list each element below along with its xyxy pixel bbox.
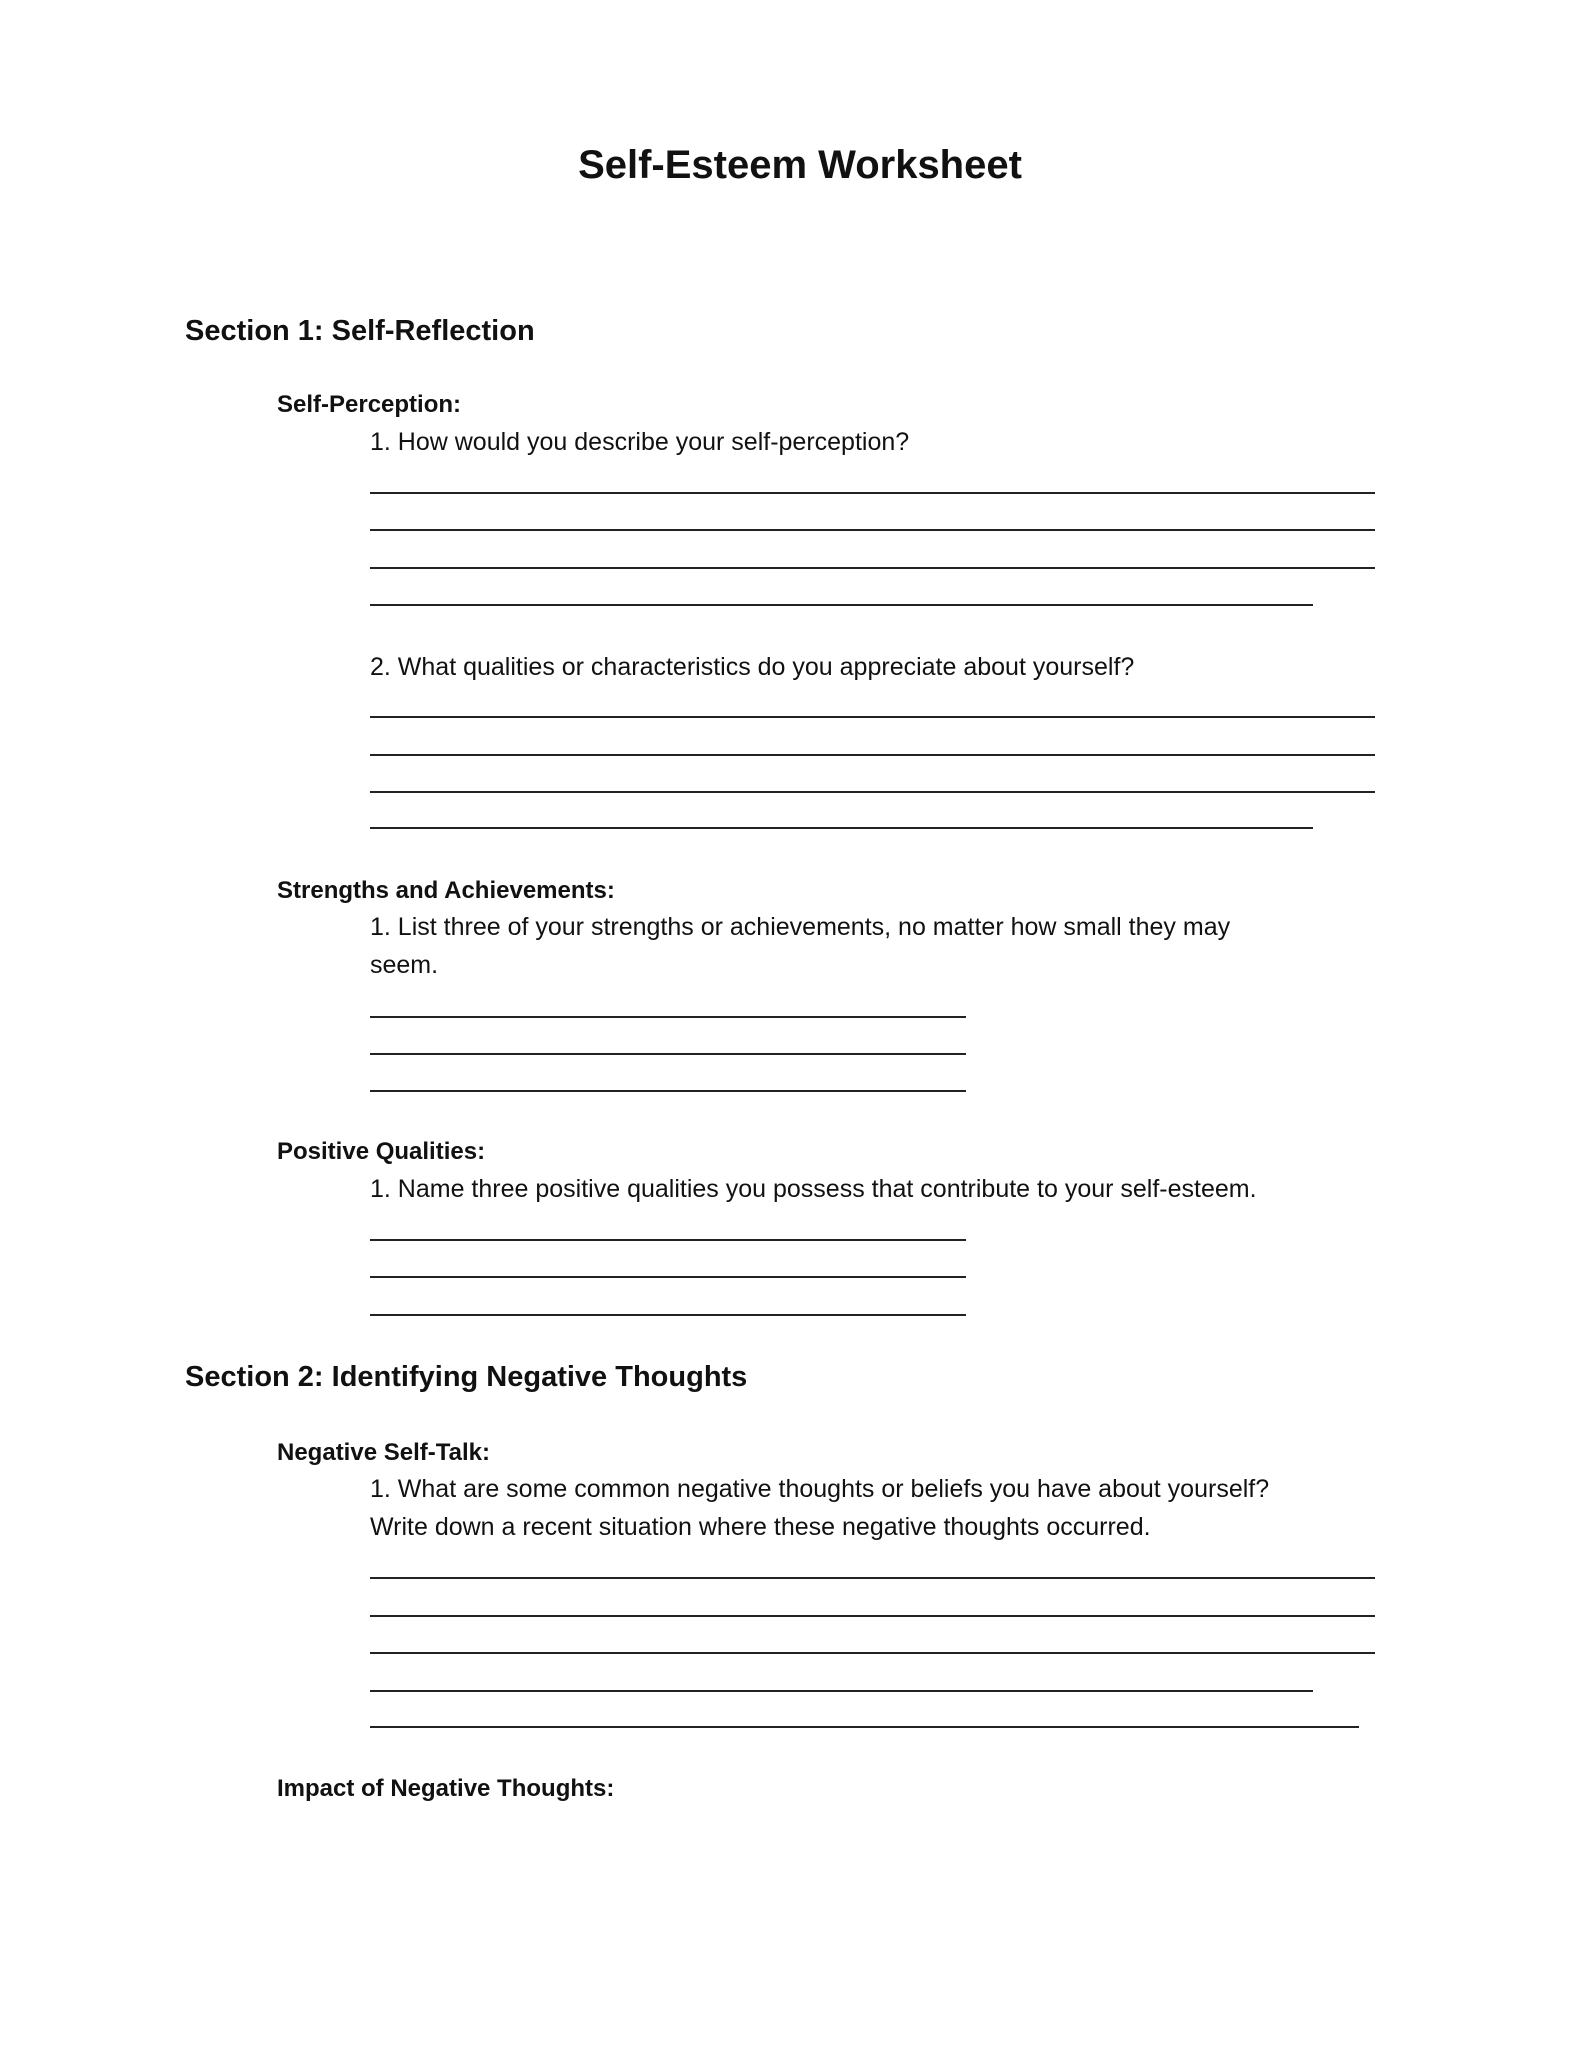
answer-line[interactable] [370, 1577, 1375, 1579]
answer-line[interactable] [370, 567, 1375, 569]
subsection-heading: Negative Self-Talk: [277, 1439, 490, 1466]
question: 1. What are some common negative thoughts or beliefs you have about yourself? [370, 1475, 1270, 1503]
answer-line[interactable] [370, 1090, 966, 1092]
answer-line[interactable] [370, 492, 1375, 494]
section-heading: Section 2: Identifying Negative Thoughts [185, 1361, 748, 1393]
page-title: Self-Esteem Worksheet [578, 143, 1022, 187]
answer-line[interactable] [370, 1690, 1313, 1692]
answer-line[interactable] [370, 604, 1313, 606]
answer-line[interactable] [370, 791, 1375, 793]
answer-line[interactable] [370, 1314, 966, 1316]
question: 1. List three of your strengths or achievements, no matter how small they may [370, 913, 1231, 941]
question-continued: Write down a recent situation where these negative thoughts occurred. [370, 1513, 1151, 1541]
answer-line[interactable] [370, 1239, 966, 1241]
question: 1. How would you describe your self-perception? [370, 428, 910, 456]
answer-line[interactable] [370, 1016, 966, 1018]
subsection-heading: Positive Qualities: [277, 1138, 486, 1165]
answer-line[interactable] [370, 1276, 966, 1278]
question: 2. What qualities or characteristics do you appreciate about yourself? [370, 653, 1135, 681]
answer-line[interactable] [370, 1053, 966, 1055]
answer-line[interactable] [370, 1615, 1375, 1617]
question-continued: seem. [370, 951, 439, 979]
answer-line[interactable] [370, 754, 1375, 756]
answer-line[interactable] [370, 716, 1375, 718]
subsection-heading: Strengths and Achievements: [277, 877, 615, 904]
question: 1. Name three positive qualities you possess that contribute to your self-esteem. [370, 1175, 1257, 1203]
answer-line[interactable] [370, 1726, 1359, 1728]
subsection-heading: Self-Perception: [277, 391, 462, 418]
answer-line[interactable] [370, 1652, 1375, 1654]
section-heading: Section 1: Self-Reflection [185, 315, 535, 347]
subsection-heading: Impact of Negative Thoughts: [277, 1775, 615, 1802]
answer-line[interactable] [370, 529, 1375, 531]
answer-line[interactable] [370, 827, 1313, 829]
